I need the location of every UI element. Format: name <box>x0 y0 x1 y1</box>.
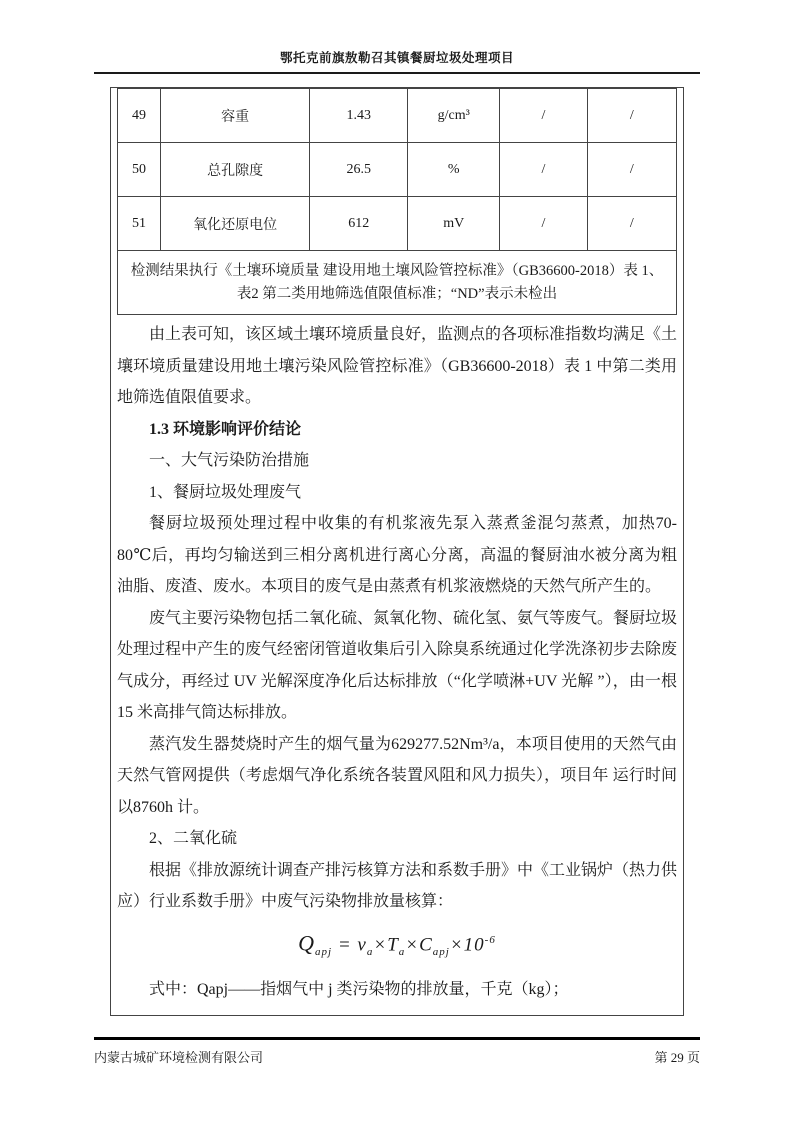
table-row <box>118 143 677 197</box>
table-row <box>118 89 677 143</box>
table-note <box>118 251 677 315</box>
footer-page-number: 第 29 页 <box>654 1050 700 1065</box>
formula-v-sub: a <box>366 945 374 958</box>
cell-item: 总孔隙度 <box>161 143 310 197</box>
formula-base: 10 <box>463 933 485 955</box>
cell-standard-1: / <box>500 143 587 197</box>
para-soil-conclusion: 由上表可知，该区域土壤环境质量良好，监测点的各项标准指数均满足《土壤环境质量建设用地土壤污染风险管控标准》（GB36600-2018）表 1 中第二类用地筛选值限值要求。 <box>117 326 678 406</box>
formula-v: v <box>357 933 367 955</box>
soil-monitoring-table <box>117 88 677 315</box>
formula-Q: Q <box>298 929 316 955</box>
table-row <box>118 197 677 251</box>
cell-value: 612 <box>310 197 408 251</box>
item-kitchen-gas: 1、餐厨垃圾处理废气 <box>149 483 302 501</box>
table-note-line2: 表2 第二类用地筛选值限值标准；“ND”表示未检出 <box>236 285 558 302</box>
page-footer <box>94 1037 700 1066</box>
cell-index: 49 <box>118 89 161 143</box>
cell-standard-2: / <box>587 197 676 251</box>
item-air-measures: 一、大气污染防治措施 <box>149 452 310 469</box>
para-basis: 根据《排放源统计调查产排污核算方法和系数手册》中《工业锅炉（热力供应）行业系数手册》中废气污染物排放量核算： <box>117 861 678 910</box>
cell-standard-2: / <box>587 89 676 143</box>
page-header <box>94 0 700 74</box>
cell-unit: mV <box>408 197 500 251</box>
heading-1-3: 1.3 环境影响评价结论 <box>149 420 302 438</box>
content-box <box>110 87 684 1016</box>
table-note-row <box>118 251 677 315</box>
formula-times-1: × <box>373 933 388 955</box>
formula-times-2: × <box>405 933 420 955</box>
cell-unit: % <box>408 143 500 197</box>
footer-company: 内蒙古城矿环境检测有限公司 <box>94 1050 264 1065</box>
body-text <box>117 319 677 1005</box>
para-pretreatment: 餐厨垃圾预处理过程中收集的有机浆液先泵入蒸煮釜混匀蒸煮，加热70-80℃后，再均匀输送到三相分离机进行离心分离，高温的餐厨油水被分离为粗油脂、废渣、废水。本项目的废气是由蒸煮有机浆液燃烧的天然气所产生的。 <box>117 515 677 595</box>
cell-item: 氧化还原电位 <box>161 197 310 251</box>
formula-eq: = <box>332 933 358 955</box>
formula-T: T <box>387 933 399 955</box>
para-pollutants: 废气主要污染物包括二氧化硫、氮氧化物、硫化氢、氨气等废气。餐厨垃圾处理过程中产生的废气经密闭管道收集后引入除臭系统通过化学洗涤初步去除废气成分，再经过 UV 光解深度净化后达标排放（“化学喷淋+UV 光解 ”），由一根 15 米高排气筒达标排放。 <box>117 609 678 721</box>
para-where: 式中：Qapj——指烟气中 j 类污染物的排放量，千克（kg）； <box>149 980 569 998</box>
table-note-body <box>118 251 677 315</box>
cell-value: 26.5 <box>310 143 408 197</box>
item-so2: 2、二氧化硫 <box>149 830 238 847</box>
cell-unit: g/cm³ <box>408 89 500 143</box>
cell-value: 1.43 <box>310 89 408 143</box>
formula-times-3: × <box>449 933 464 955</box>
formula-T-sub: a <box>398 945 406 958</box>
formula-C-sub: apj <box>432 945 450 958</box>
page-title: 鄂托克前旗敖勒召其镇餐厨垃圾处理项目 <box>279 51 514 65</box>
cell-item: 容重 <box>161 89 310 143</box>
formula-Q-sub: apj <box>315 945 333 958</box>
table-body <box>118 89 677 251</box>
cell-standard-1: / <box>500 197 587 251</box>
cell-index: 50 <box>118 143 161 197</box>
formula-exponent: -6 <box>484 933 496 946</box>
emission-formula <box>117 918 677 974</box>
para-steam: 蒸汽发生器焚烧时产生的烟气量为629277.52Nm³/a，本项目使用的天然气由天然气管网提供（考虑烟气净化系统各装置风阻和风力损失），项目年 运行时间以8760h 计。 <box>117 735 677 816</box>
cell-standard-1: / <box>500 89 587 143</box>
formula-C: C <box>419 933 433 955</box>
cell-index: 51 <box>118 197 161 251</box>
cell-standard-2: / <box>587 143 676 197</box>
table-note-line1: 检测结果执行《土壤环境质量 建设用地土壤风险管控标准》（GB36600-2018）表 1、 <box>130 262 664 279</box>
